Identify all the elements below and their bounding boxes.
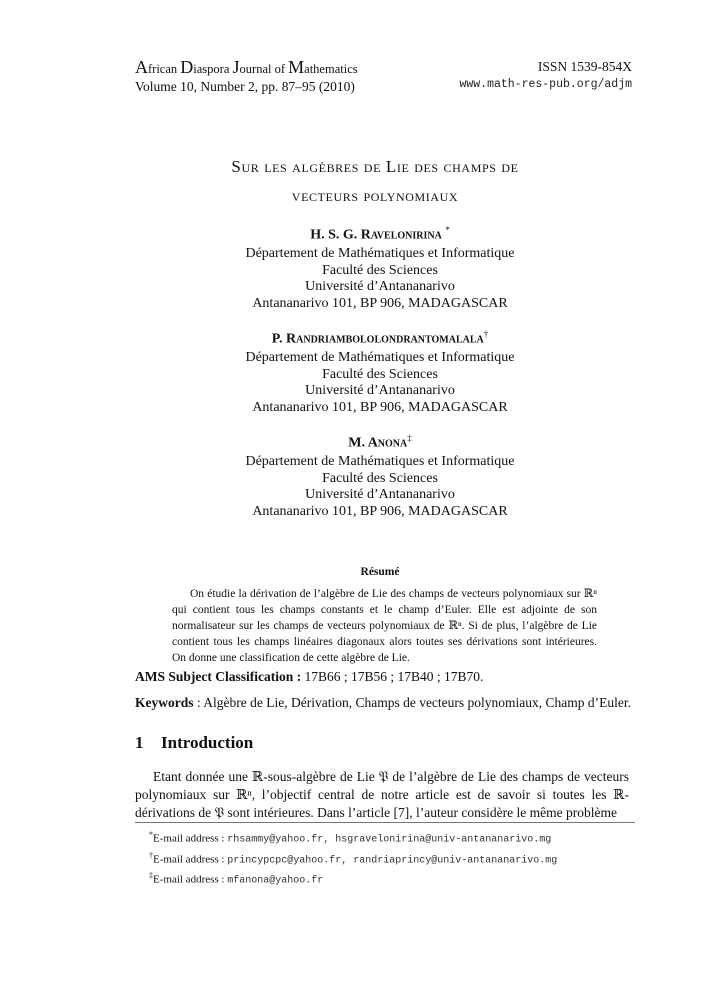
author-name: P. Randriambololondrantomalala† xyxy=(271,329,489,347)
footnote: †E-mail address : princypcpc@yahoo.fr, randriaprincy@univ-antananarivo.mg xyxy=(149,850,558,867)
ams-value: 17B66 ; 17B56 ; 17B40 ; 17B70. xyxy=(301,669,484,684)
footnote: *E-mail address : rhsammy@yahoo.fr, hsgravelonirina@univ-antananarivo.mg xyxy=(149,830,552,846)
ams-label: AMS Subject Classification : xyxy=(135,669,302,684)
affiliation-line: Université d’Antananarivo xyxy=(305,487,455,503)
affiliation-line: Antananarivo 101, BP 906, MADAGASCAR xyxy=(252,503,508,519)
footnote-mark: * xyxy=(149,830,153,839)
footnote: ‡E-mail address : mfanona@yahoo.fr xyxy=(149,871,324,887)
email-addresses: princypcpc@yahoo.fr, randriaprincy@univ-antananarivo.mg xyxy=(227,855,558,867)
volume-line: Volume 10, Number 2, pp. 87–95 (2010) xyxy=(135,79,355,94)
affiliation-line: Faculté des Sciences xyxy=(322,470,438,486)
affiliation-line: Université d’Antananarivo xyxy=(305,383,455,399)
section-heading xyxy=(135,733,253,753)
journal-name: African Diaspora Journal of Mathematics xyxy=(135,57,358,77)
paper-title xyxy=(120,152,630,210)
ams-classification xyxy=(135,668,635,685)
affiliation-line: Département de Mathématiques et Informatique xyxy=(245,246,515,262)
footnote-mark: † xyxy=(149,850,153,860)
affiliation-line: Faculté des Sciences xyxy=(322,366,438,382)
footnotes xyxy=(135,822,635,889)
author-block xyxy=(120,222,640,312)
affiliation-line: Université d’Antananarivo xyxy=(305,279,455,295)
keywords-label: Keywords xyxy=(135,695,194,710)
author-list xyxy=(120,222,640,534)
title-line-1: Sur les algèbres de Lie des champs de xyxy=(231,157,519,176)
intro-paragraph: Etant donnée une ℝ-sous-algèbre de Lie 𝔓 de l’algèbre de Lie des champs de vecteurs polynomiaux sur ℝⁿ, l’objectif central de notre article est de savoir si toutes les ℝ-dérivations de 𝔓 sont intérieures. Dans l’article [7], l’auteur considère le même problème xyxy=(135,769,629,820)
author-footnote-mark: ‡ xyxy=(407,433,412,444)
email-addresses: mfanona@yahoo.fr xyxy=(227,875,324,887)
affiliation-line: Antananarivo 101, BP 906, MADAGASCAR xyxy=(252,399,508,415)
abstract-text: On étudie la dérivation de l’algèbre de Lie des champs de vecteurs polynomiaux sur ℝⁿ qui contient tous les champs constants et le champ d’Euler. Elle est adjointe de son normalisateur sur les champs de vecteurs polynomiaux de ℝⁿ. Si de plus, l’algèbre de Lie contient tous les champs linéaires diagonaux alors toutes ses dérivations sont intérieures. On donne une classification de cette algèbre de Lie. xyxy=(172,588,597,664)
section-title: Introduction xyxy=(161,733,254,752)
keywords-value: : Algèbre de Lie, Dérivation, Champs de vecteurs polynomiaux, Champ d’Euler. xyxy=(193,695,632,710)
author-block xyxy=(120,430,640,520)
author-name: H. S. G. Ravelonirina * xyxy=(310,225,450,243)
journal-header xyxy=(135,58,358,96)
author-block xyxy=(120,326,640,416)
section-number: 1 xyxy=(135,733,144,752)
author-name: M. Anona‡ xyxy=(348,433,412,451)
author-footnote-mark: * xyxy=(445,225,450,235)
affiliation-line: Antananarivo 101, BP 906, MADAGASCAR xyxy=(252,295,508,311)
issn: ISSN 1539-854X xyxy=(537,59,632,74)
journal-url: www.math-res-pub.org/adjm xyxy=(459,78,632,91)
author-footnote-mark: † xyxy=(483,329,489,340)
title-line-2: vecteurs polynomiaux xyxy=(291,186,459,205)
keywords xyxy=(135,694,635,711)
footnote-mark: ‡ xyxy=(149,871,153,881)
affiliation-line: Département de Mathématiques et Informatique xyxy=(245,454,515,470)
abstract-heading: Résumé xyxy=(360,566,400,578)
email-addresses: rhsammy@yahoo.fr, hsgravelonirina@univ-antananarivo.mg xyxy=(227,834,552,846)
journal-meta xyxy=(459,58,632,94)
affiliation-line: Département de Mathématiques et Informatique xyxy=(245,350,515,366)
affiliation-line: Faculté des Sciences xyxy=(322,262,438,278)
